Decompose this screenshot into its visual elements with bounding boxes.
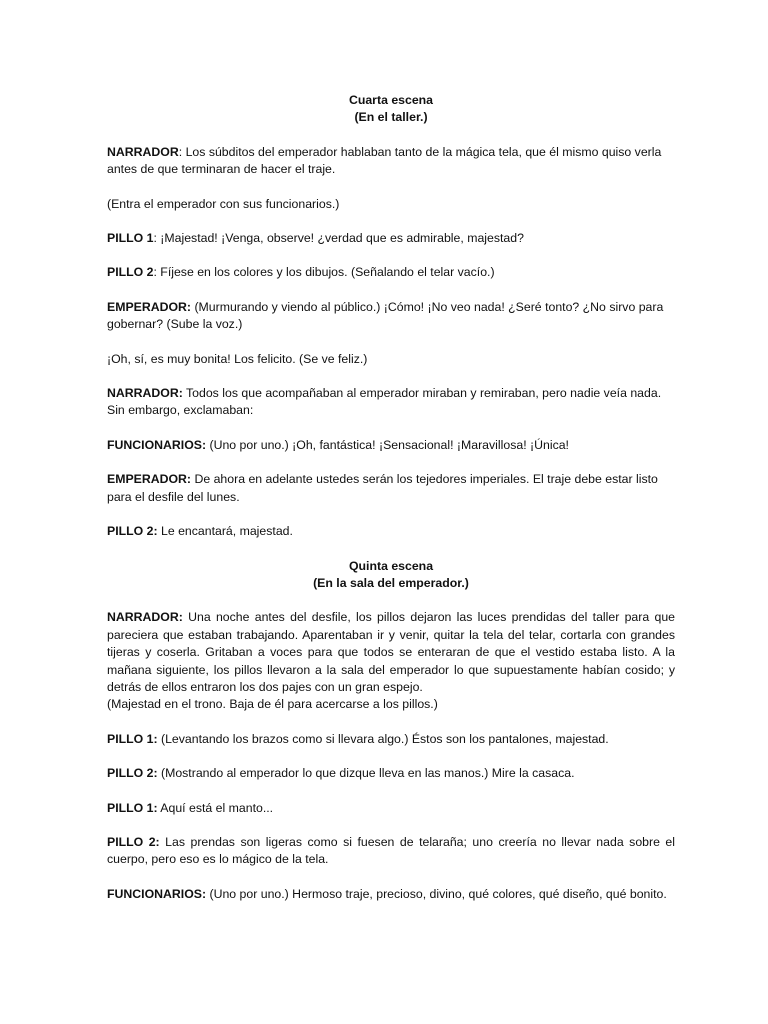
dialogue-text: ¡Oh, sí, es muy bonita! Los felicito. (Se ve feliz.) (107, 351, 368, 366)
stage-direction: (Majestad en el trono. Baja de él para acercarse a los pillos.) (107, 697, 438, 712)
stage-direction: (Entra el emperador con sus funcionarios.) (107, 196, 340, 211)
scene-5-heading (107, 558, 675, 593)
dialogue-text: (Levantando los brazos como si llevara algo.) Éstos son los pantalones, majestad. (157, 731, 609, 746)
dialogue-text: (Uno por uno.) ¡Oh, fantástica! ¡Sensacional! ¡Maravillosa! ¡Única! (206, 437, 569, 452)
speaker-name: NARRADOR: (107, 610, 183, 625)
speaker-name: PILLO 1: (107, 731, 158, 746)
dialogue-text: Las prendas son ligeras como si fuesen de telaraña; uno creería no llevar nada sobre el cuerpo, pero eso es lo mágico de la tela. (107, 834, 676, 867)
dialogue-text: Le encantará, majestad. (157, 524, 293, 539)
speaker-name: PILLO 1 (107, 231, 154, 246)
dialogue-line: NARRADOR: Los súbditos del emperador hablaban tanto de la mágica tela, que él mismo quiso verla antes de que terminaran de hacer el traje. (107, 144, 662, 177)
speaker-name: NARRADOR: (107, 386, 183, 401)
speaker-name: NARRADOR (107, 144, 179, 159)
dialogue-text: (Uno por uno.) Hermoso traje, precioso, divino, qué colores, qué diseño, qué bonito. (206, 886, 667, 901)
dialogue-line (107, 886, 675, 903)
speaker-name: PILLO 2 (107, 265, 154, 280)
dialogue-line (107, 731, 675, 748)
dialogue-line (107, 299, 675, 334)
dialogue-line (107, 437, 675, 454)
speaker-name: PILLO 2: (107, 766, 158, 781)
speaker-name: PILLO 1: (107, 800, 158, 815)
dialogue-text: Aquí está el manto... (157, 800, 274, 815)
scene-5-subtitle: (En la sala del emperador.) (313, 575, 469, 590)
dialogue-line (107, 834, 675, 869)
speaker-name: FUNCIONARIOS: (107, 437, 207, 452)
dialogue-line (107, 351, 675, 368)
scene-4-subtitle: (En el taller.) (354, 110, 428, 125)
dialogue-line (107, 523, 675, 540)
dialogue-text: (Mostrando al emperador lo que dizque lleva en las manos.) Mire la casaca. (157, 766, 575, 781)
dialogue-text: ¡Majestad! ¡Venga, observe! ¿verdad que es admirable, majestad? (156, 231, 524, 246)
dialogue-text: De ahora en adelante ustedes serán los tejedores imperiales. El traje debe estar listo para el desfile del lunes. (107, 472, 658, 504)
dialogue-text: Todos los que acompañaban al emperador miraban y remiraban, pero nadie veía nada. Sin embargo, exclamaban: (107, 386, 662, 418)
dialogue-line: PILLO 2: Fíjese en los colores y los dibujos. (Señalando el telar vacío.) (107, 265, 495, 280)
speaker-name: FUNCIONARIOS: (107, 886, 207, 901)
scene-4-title: Cuarta escena (348, 93, 434, 107)
dialogue-text: Una noche antes del desfile, los pillos dejaron las luces prendidas del taller para que pareciera que estaban trabajando. Aparentaban ir y venir, quitar la tela del telar, cortarla con grandes tijeras y coserla. Gritaban a voces para que todos se enteraran de que el vestido estaba listo. A la mañana siguiente, los pillos llevaron a la sala del emperador lo que supuestamente habían cosido; y detrás de ellos entraron los dos pajes con un gran espejo. (107, 610, 675, 694)
script-page (107, 92, 675, 903)
speaker-name: EMPERADOR: (107, 299, 192, 314)
dialogue-line (107, 471, 675, 506)
speaker-name: EMPERADOR: (107, 472, 192, 487)
dialogue-text: Fíjese en los colores y los dibujos. (Señalando el telar vacío.) (156, 265, 495, 280)
dialogue-line: PILLO 1: ¡Majestad! ¡Venga, observe! ¿verdad que es admirable, majestad? (107, 231, 524, 246)
dialogue-line (107, 385, 675, 420)
scene-4-heading (107, 92, 675, 127)
scene-5-title: Quinta escena (348, 558, 434, 573)
dialogue-line (107, 765, 675, 782)
dialogue-line (107, 800, 675, 817)
speaker-name: PILLO 2: (107, 834, 160, 849)
dialogue-line (107, 609, 675, 696)
speaker-name: PILLO 2: (107, 524, 158, 539)
dialogue-text: (Murmurando y viendo al público.) ¡Cómo! ¡No veo nada! ¿Seré tonto? ¿No sirvo para gobernar? (Sube la voz.) (107, 299, 664, 332)
dialogue-text: Los súbditos del emperador hablaban tanto de la mágica tela, que él mismo quiso verla antes de que terminaran de hacer el traje. (107, 144, 662, 177)
